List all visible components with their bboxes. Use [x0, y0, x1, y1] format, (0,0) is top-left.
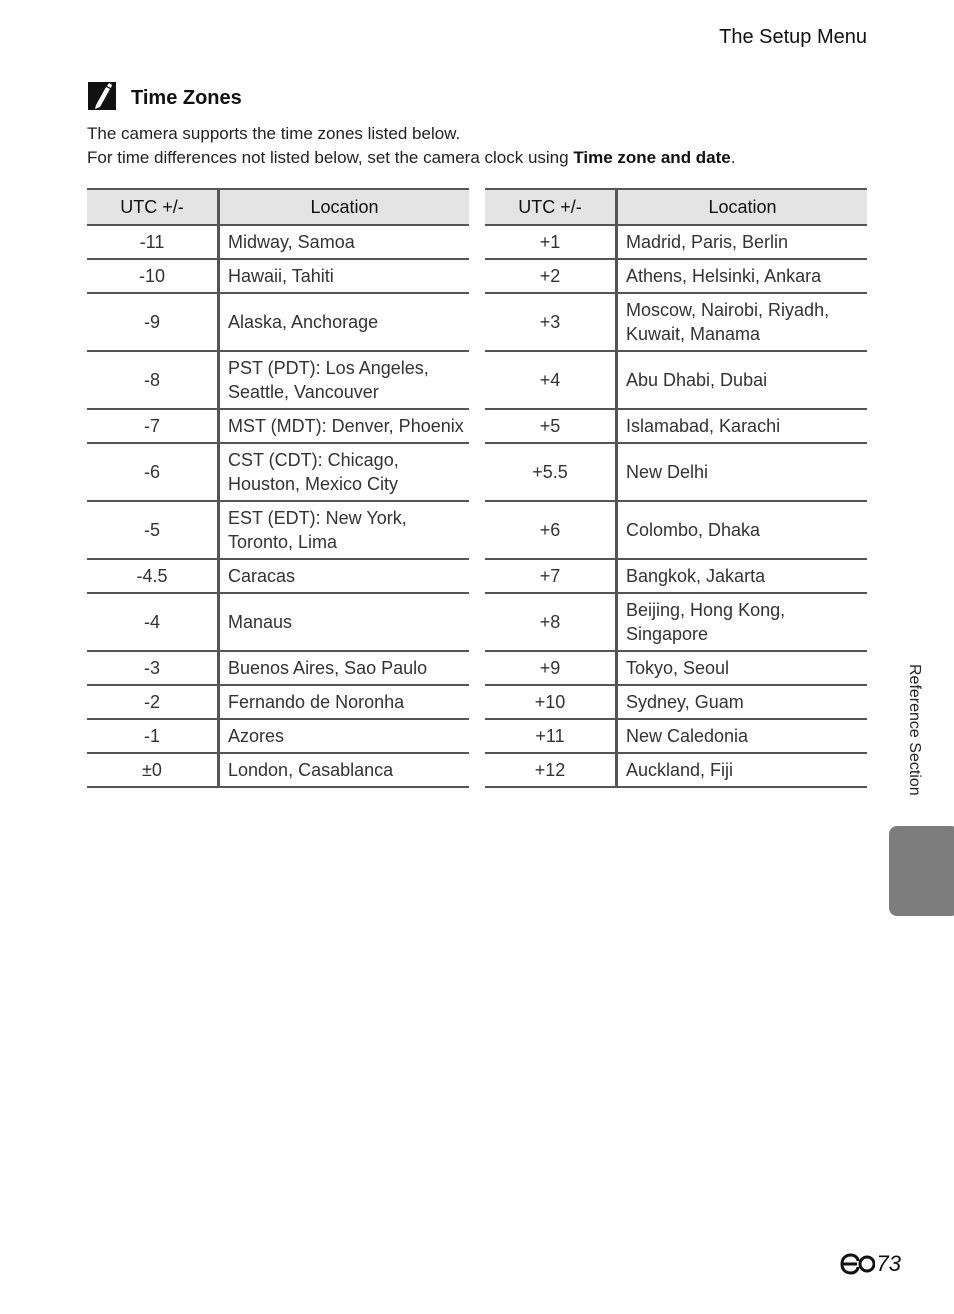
location-cell: EST (EDT): New York, Toronto, Lima: [219, 501, 470, 559]
table-row: [485, 753, 867, 787]
side-section-label: [905, 664, 925, 814]
utc-offset: -5: [87, 501, 219, 559]
location-cell: Midway, Samoa: [219, 225, 470, 259]
utc-offset: -11: [87, 225, 219, 259]
intro-line-2: [87, 146, 736, 170]
location-cell: Athens, Helsinki, Ankara: [617, 259, 868, 293]
table-row: [87, 259, 469, 293]
intro-text: [87, 122, 736, 170]
table-row: [485, 259, 867, 293]
utc-offset: -9: [87, 293, 219, 351]
table-row: [87, 351, 469, 409]
table-row: [87, 225, 469, 259]
table-row: [87, 651, 469, 685]
reference-e-icon: [839, 1253, 875, 1275]
page-number: [839, 1251, 901, 1277]
table-row: [87, 685, 469, 719]
utc-offset: +5: [485, 409, 617, 443]
section-thumb-tab: [889, 826, 954, 916]
utc-offset: +4: [485, 351, 617, 409]
location-cell: Alaska, Anchorage: [219, 293, 470, 351]
utc-offset: -1: [87, 719, 219, 753]
utc-offset: +6: [485, 501, 617, 559]
utc-offset: +10: [485, 685, 617, 719]
location-cell: Caracas: [219, 559, 470, 593]
utc-offset: +12: [485, 753, 617, 787]
column-header-utc: UTC +/-: [485, 189, 617, 225]
location-cell: Auckland, Fiji: [617, 753, 868, 787]
utc-offset: -10: [87, 259, 219, 293]
location-cell: PST (PDT): Los Angeles, Seattle, Vancouver: [219, 351, 470, 409]
utc-offset: -7: [87, 409, 219, 443]
utc-offset: -8: [87, 351, 219, 409]
running-header: The Setup Menu: [719, 26, 867, 48]
utc-offset: +1: [485, 225, 617, 259]
intro-line-2-prefix: For time differences not listed below, set the camera clock using: [87, 148, 574, 167]
location-cell: Sydney, Guam: [617, 685, 868, 719]
table-row: [485, 351, 867, 409]
table-row: [87, 293, 469, 351]
location-cell: Abu Dhabi, Dubai: [617, 351, 868, 409]
page-number-text: 73: [876, 1251, 901, 1276]
utc-offset: -2: [87, 685, 219, 719]
location-cell: Madrid, Paris, Berlin: [617, 225, 868, 259]
utc-offset: -3: [87, 651, 219, 685]
location-cell: Fernando de Noronha: [219, 685, 470, 719]
utc-offset: +2: [485, 259, 617, 293]
table-row: [87, 719, 469, 753]
table-row: [485, 651, 867, 685]
utc-offset: +11: [485, 719, 617, 753]
utc-offset: ±0: [87, 753, 219, 787]
location-cell: London, Casablanca: [219, 753, 470, 787]
utc-offset: -4: [87, 593, 219, 651]
location-cell: CST (CDT): Chicago, Houston, Mexico City: [219, 443, 470, 501]
column-header-location: Location: [617, 189, 868, 225]
location-cell: Colombo, Dhaka: [617, 501, 868, 559]
location-cell: Moscow, Nairobi, Riyadh, Kuwait, Manama: [617, 293, 868, 351]
table-row: [485, 593, 867, 651]
location-cell: New Delhi: [617, 443, 868, 501]
side-section-label-text: Reference Section: [906, 664, 923, 796]
location-cell: Beijing, Hong Kong, Singapore: [617, 593, 868, 651]
location-cell: Bangkok, Jakarta: [617, 559, 868, 593]
utc-offset: -4.5: [87, 559, 219, 593]
column-header-location: Location: [219, 189, 470, 225]
utc-offset: +7: [485, 559, 617, 593]
table-row: [87, 409, 469, 443]
location-cell: Azores: [219, 719, 470, 753]
table-row: [485, 719, 867, 753]
table-row: [485, 501, 867, 559]
utc-offset: -6: [87, 443, 219, 501]
utc-offset: +9: [485, 651, 617, 685]
intro-line-1: The camera supports the time zones listed below.: [87, 124, 461, 143]
location-cell: New Caledonia: [617, 719, 868, 753]
table-row: [485, 293, 867, 351]
section-title: Time Zones: [131, 87, 242, 109]
table-row: [485, 409, 867, 443]
table-row: [87, 501, 469, 559]
location-cell: Manaus: [219, 593, 470, 651]
intro-line-2-suffix: .: [730, 148, 736, 167]
table-row: [485, 225, 867, 259]
table-row: [87, 593, 469, 651]
utc-offset: +3: [485, 293, 617, 351]
table-row: [87, 753, 469, 787]
location-cell: Buenos Aires, Sao Paulo: [219, 651, 470, 685]
utc-offset: +5.5: [485, 443, 617, 501]
note-pencil-icon: [88, 82, 116, 110]
setting-name: Time zone and date: [573, 148, 731, 167]
location-cell: Islamabad, Karachi: [617, 409, 868, 443]
time-zone-table-left: [87, 188, 469, 788]
location-cell: MST (MDT): Denver, Phoenix: [219, 409, 470, 443]
table-row: [485, 443, 867, 501]
utc-offset: +8: [485, 593, 617, 651]
time-zone-table-right: [485, 188, 867, 788]
location-cell: Hawaii, Tahiti: [219, 259, 470, 293]
table-row: [485, 559, 867, 593]
table-row: [87, 559, 469, 593]
table-row: [485, 685, 867, 719]
table-row: [87, 443, 469, 501]
location-cell: Tokyo, Seoul: [617, 651, 868, 685]
column-header-utc: UTC +/-: [87, 189, 219, 225]
